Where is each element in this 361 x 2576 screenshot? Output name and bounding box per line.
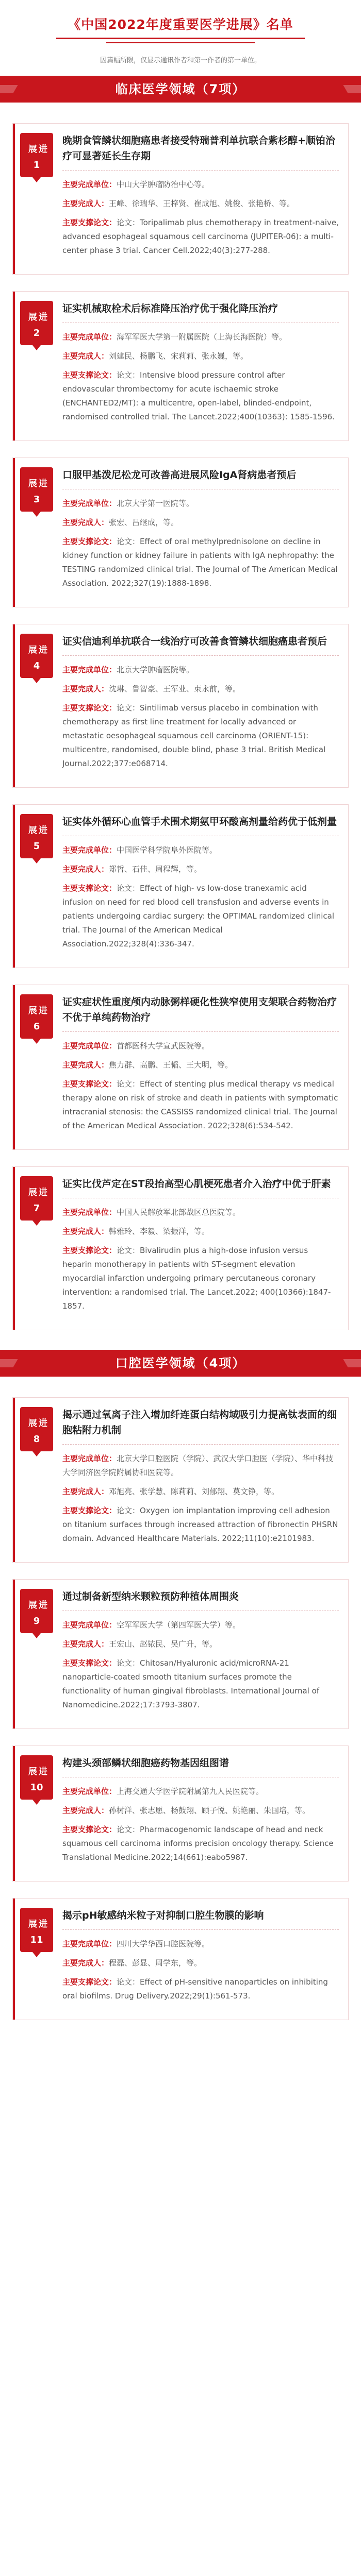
item-title: 口服甲基泼尼松龙可改善高进展风险IgA肾病患者预后 <box>62 467 339 489</box>
unit-value: 上海交通大学医学院附属第九人民医院等。 <box>117 1787 264 1796</box>
paper-label: 主要支撑论文： <box>62 1658 117 1668</box>
progress-badge <box>20 1908 53 1952</box>
paper-row <box>62 1077 339 1133</box>
unit-value: 北京大学肿瘤医院等。 <box>117 665 194 674</box>
progress-item <box>12 804 349 968</box>
people-label: 主要完成人： <box>62 1958 109 1968</box>
paper-label: 主要支撑论文： <box>62 1506 117 1515</box>
badge-number: 8 <box>33 1434 40 1445</box>
paper-row <box>62 1504 339 1546</box>
people-value: 孙树洋、张志愿、杨鼓翔、顾子悦、姚艳丽、朱国培，等。 <box>109 1806 310 1815</box>
unit-label: 主要完成单位： <box>62 845 117 855</box>
unit-row <box>62 663 339 677</box>
unit-value: 中国医学科学院阜外医院等。 <box>117 845 218 855</box>
progress-item <box>12 1898 349 2020</box>
paper-label: 主要支撑论文： <box>62 537 117 546</box>
unit-label: 主要完成单位： <box>62 1041 117 1050</box>
unit-row <box>62 1452 339 1480</box>
badge-label: 进展 <box>26 478 47 488</box>
unit-label: 主要完成单位： <box>62 180 117 189</box>
item-title: 构建头颈部鳞状细胞癌药物基因组图谱 <box>62 1755 339 1777</box>
people-row <box>62 1804 339 1818</box>
sections-container <box>0 76 361 2020</box>
progress-badge <box>20 814 53 858</box>
title-block <box>0 0 361 39</box>
item-title: 晚期食管鳞状细胞癌患者接受特瑞普利单抗联合紫杉醇+顺铂治疗可显著延长生存期 <box>62 133 339 171</box>
unit-label: 主要完成单位： <box>62 499 117 508</box>
unit-row <box>62 1785 339 1799</box>
paper-value: 论文：Oxygen ion implantation improving cell adhesion on titanium surfaces through increased attraction of fibronectin PHSRN domain. Advanced Healthcare Materials. 2022;11(10):e2101983. <box>62 1506 338 1543</box>
paper-row <box>62 1823 339 1865</box>
badge-label: 进展 <box>26 1919 47 1929</box>
progress-badge <box>20 1589 53 1633</box>
paper-value: 论文：Sintilimab versus placebo in combination with chemotherapy as first line treatment for locally advanced or metastatic oesophageal squamous cell carcinoma (ORIENT-15): multicentre, randomised, double blind, phase 3 trial. British Medical Journal.2022;377:e068714. <box>62 703 326 768</box>
progress-badge <box>20 1176 53 1221</box>
badge-number: 5 <box>33 841 40 852</box>
people-label: 主要完成人： <box>62 865 109 874</box>
paper-row <box>62 882 339 951</box>
people-label: 主要完成人： <box>62 684 109 693</box>
paper-row <box>62 1244 339 1313</box>
header-decoration <box>334 76 361 103</box>
paper-label: 主要支撑论文： <box>62 370 117 380</box>
people-row <box>62 1058 339 1072</box>
people-row <box>62 682 339 696</box>
progress-item <box>12 985 349 1150</box>
badge-number: 11 <box>30 1935 43 1945</box>
paper-row <box>62 701 339 771</box>
section-header <box>0 1350 361 1377</box>
unit-row <box>62 330 339 344</box>
people-row <box>62 349 339 363</box>
unit-label: 主要完成单位： <box>62 1208 117 1217</box>
badge-label: 进展 <box>26 1418 47 1428</box>
paper-label: 主要支撑论文： <box>62 218 117 227</box>
unit-label: 主要完成单位： <box>62 1787 117 1796</box>
unit-value: 北京大学第一医院等。 <box>117 499 194 508</box>
paper-value: 论文：Intensive blood pressure control after endovascular thrombectomy for acute ischaemic stroke (ENCHANTED2/MT): a multicentre, open-label, blinded-endpoint, randomised controlled trial. The Lancet.2022;400(10363): 1585-1596. <box>62 370 335 421</box>
item-title: 揭示pH敏感纳米粒子对抑制口腔生物膜的影响 <box>62 1908 339 1930</box>
section-title: 口腔医学领域（4项） <box>115 1356 246 1370</box>
item-title: 揭示通过氧离子注入增加纤连蛋白结构域吸引力提高钛表面的细胞粘附力机制 <box>62 1407 339 1445</box>
people-value: 邓旭亮、张学慧、陈莉莉、刘郁翔、莫文铮，等。 <box>109 1487 280 1496</box>
people-value: 焦力群、高鹏、王韬、王大明，等。 <box>109 1060 233 1070</box>
badge-label: 进展 <box>26 825 47 835</box>
unit-row <box>62 497 339 511</box>
unit-value: 中山大学肿瘤防治中心等。 <box>117 180 210 189</box>
badge-label: 进展 <box>26 144 47 154</box>
paper-row <box>62 1975 339 2003</box>
progress-badge <box>20 133 53 177</box>
paper-row <box>62 216 339 258</box>
people-row <box>62 516 339 530</box>
badge-number: 10 <box>30 1782 43 1793</box>
unit-value: 空军军医大学（第四军医大学）等。 <box>117 1620 241 1630</box>
unit-row <box>62 1618 339 1632</box>
unit-label: 主要完成单位： <box>62 665 117 674</box>
paper-label: 主要支撑论文： <box>62 1977 117 1987</box>
paper-value: 论文：Effect of pH-sensitive nanoparticles on inhibiting oral biofilms. Drug Delivery.2022;29(1):561-573. <box>62 1977 328 2001</box>
people-label: 主要完成人： <box>62 1487 109 1496</box>
paper-label: 主要支撑论文： <box>62 1079 117 1089</box>
progress-badge <box>20 634 53 678</box>
progress-item <box>12 291 349 441</box>
people-label: 主要完成人： <box>62 518 109 527</box>
paper-value: 论文：Effect of stenting plus medical therapy vs medical therapy alone on risk of stroke and death in patients with symptomatic intracranial stenosis: the CASSISS randomized clinical trial. The Journal of the American Medical Association. 2022;328(6):534-542. <box>62 1079 338 1130</box>
people-value: 张宏、吕继成，等。 <box>109 518 179 527</box>
badge-label: 进展 <box>26 645 47 655</box>
people-value: 沈琳、鲁智豪、王军业、束永前，等。 <box>109 684 241 693</box>
unit-value: 海军军医大学第一附属医院（上海长海医院）等。 <box>117 332 287 342</box>
item-title: 证实症状性重度颅内动脉粥样硬化性狭窄使用支架联合药物治疗不优于单纯药物治疗 <box>62 994 339 1032</box>
section-header <box>0 76 361 103</box>
unit-row <box>62 843 339 857</box>
progress-item <box>12 123 349 275</box>
people-label: 主要完成人： <box>62 1639 109 1649</box>
progress-badge <box>20 994 53 1039</box>
people-value: 王宏山、赵铱民、吴广升，等。 <box>109 1639 218 1649</box>
item-title: 证实机械取栓术后标准降压治疗优于强化降压治疗 <box>62 301 339 323</box>
item-title: 证实信迪利单抗联合一线治疗可改善食管鳞状细胞癌患者预后 <box>62 634 339 656</box>
item-title: 证实比伐芦定在ST段抬高型心肌梗死患者介入治疗中优于肝素 <box>62 1176 339 1198</box>
paper-value: 论文：Pharmacogenomic landscape of head and neck squamous cell carcinoma informs precision oncology therapy. Science Translational Medicine.2022;14(661):eabo5987. <box>62 1825 334 1862</box>
paper-label: 主要支撑论文： <box>62 1246 117 1255</box>
progress-item <box>12 624 349 788</box>
people-label: 主要完成人： <box>62 351 109 361</box>
badge-label: 进展 <box>26 1187 47 1197</box>
badge-number: 9 <box>33 1616 40 1626</box>
progress-badge <box>20 301 53 345</box>
unit-label: 主要完成单位： <box>62 332 117 342</box>
paper-row <box>62 1656 339 1712</box>
paper-value: 论文：Bivalirudin plus a high-dose infusion versus heparin monotherapy in patients with ST-segment elevation myocardial infarction undergoing primary percutaneous coronary intervention: a randomised trial. The Lancet.2022; 400(10366):1847-1857. <box>62 1246 331 1311</box>
people-label: 主要完成人： <box>62 199 109 208</box>
progress-item <box>12 1745 349 1882</box>
unit-value: 中国人民解放军北部战区总医院等。 <box>117 1208 241 1217</box>
header-decoration <box>334 1350 361 1377</box>
item-title: 证实体外循环心血管手术围术期氨甲环酸高剂量给药优于低剂量 <box>62 814 339 836</box>
badge-label: 进展 <box>26 1766 47 1776</box>
progress-badge <box>20 467 53 512</box>
paper-label: 主要支撑论文： <box>62 1825 117 1834</box>
people-label: 主要完成人： <box>62 1227 109 1236</box>
unit-row <box>62 178 339 192</box>
item-title: 通过制备新型纳米颗粒预防种植体周围炎 <box>62 1589 339 1611</box>
paper-value: 论文：Effect of oral methylprednisolone on decline in kidney function or kidney failure in patients with IgA nephropathy: the TESTING randomized clinical trial. The Journal of The American Medical Association. 2022;327(19):1888-1898. <box>62 537 338 588</box>
people-value: 王峰、徐瑞华、王梓贤、崔成旭、姚俊、张艳桥、等。 <box>109 199 295 208</box>
paper-value: 论文：Chitosan/Hyaluronic acid/microRNA-21 nanoparticle-coated smooth titanium surfaces promote the functionality of human gingival fibroblasts. International Journal of Nanomedicine.2022;17:3793-3807. <box>62 1658 320 1709</box>
badge-number: 4 <box>33 660 40 671</box>
badge-label: 进展 <box>26 1005 47 1015</box>
section-title: 临床医学领域（7项） <box>115 82 246 96</box>
progress-item <box>12 1579 349 1729</box>
people-row <box>62 1485 339 1499</box>
people-row <box>62 1956 339 1970</box>
unit-row <box>62 1937 339 1951</box>
progress-item <box>12 1397 349 1563</box>
unit-value: 首都医科大学宣武医院等。 <box>117 1041 210 1050</box>
people-label: 主要完成人： <box>62 1060 109 1070</box>
header-decoration <box>0 1350 27 1377</box>
unit-value: 北京大学口腔医院（学院）、武汉大学口腔医（学院）、华中科技大学同济医学院附属协和医院等。 <box>62 1454 334 1477</box>
unit-row <box>62 1206 339 1219</box>
people-value: 程磊、彭显、周学东，等。 <box>109 1958 202 1968</box>
paper-label: 主要支撑论文： <box>62 884 117 893</box>
people-value: 韩雅玲、李毅、梁振洋，等。 <box>109 1227 210 1236</box>
unit-value: 四川大学华西口腔医院等。 <box>117 1939 210 1948</box>
people-row <box>62 862 339 876</box>
unit-label: 主要完成单位： <box>62 1620 117 1630</box>
unit-row <box>62 1039 339 1053</box>
paper-row <box>62 368 339 424</box>
people-value: 刘建民、杨鹏飞、宋莉莉、张永巍，等。 <box>109 351 249 361</box>
progress-item <box>12 457 349 607</box>
unit-label: 主要完成单位： <box>62 1939 117 1948</box>
paper-label: 主要支撑论文： <box>62 703 117 713</box>
people-value: 郑哲、石佳、周程辉，等。 <box>109 865 202 874</box>
progress-badge <box>20 1755 53 1800</box>
progress-badge <box>20 1407 53 1451</box>
paper-row <box>62 535 339 590</box>
paper-value: 论文：Effect of high- vs low-dose tranexamic acid infusion on need for red blood cell transfusion and adverse events in patients undergoing cardiac surgery: the OPTIMAL randomized clinical trial. The Journal of the American Medical Association.2022;328(4):336-347. <box>62 884 335 948</box>
badge-number: 7 <box>33 1203 40 1214</box>
page-title: 《中国2022年度重要医学进展》名单 <box>56 14 305 39</box>
people-row <box>62 197 339 211</box>
badge-label: 进展 <box>26 312 47 322</box>
unit-label: 主要完成单位： <box>62 1454 117 1463</box>
badge-number: 3 <box>33 494 40 505</box>
page-note: 因篇幅所限，仅显示通讯作者和第一作者的第一单位。 <box>100 57 261 64</box>
people-label: 主要完成人： <box>62 1806 109 1815</box>
badge-number: 1 <box>33 160 40 171</box>
people-row <box>62 1225 339 1239</box>
paper-value: 论文：Toripalimab plus chemotherapy in treatment-naive, advanced esophageal squamous cell carcinoma (JUPITER-06): a multi-center phase 3 trial. Cancer Cell.2022;40(3):277-288. <box>62 218 339 255</box>
badge-number: 6 <box>33 1021 40 1032</box>
header-decoration <box>0 76 27 103</box>
people-row <box>62 1637 339 1651</box>
badge-label: 进展 <box>26 1600 47 1610</box>
progress-item <box>12 1166 349 1330</box>
badge-number: 2 <box>33 328 40 338</box>
